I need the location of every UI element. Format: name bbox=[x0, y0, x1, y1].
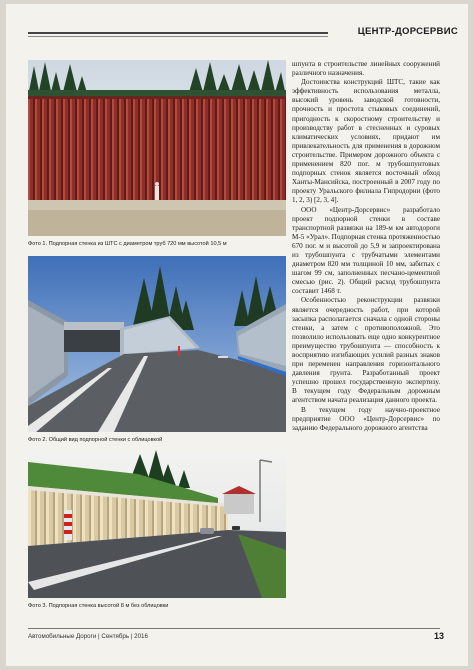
paragraph-3: ООО «Центр-Дорсервис» разработало проект подпорной стенки в составе транспортной развязки на 189-м км автодороги М-5 «Урал». Подпорная стенка протяженностью 670 пог. м и высотой до 5,9 м запроектирована из трубошпунта с трубчатыми элементами диаметром 820 мм толщиной 10 мм, забитых с шагом 99 см, заполненных песчано-цементной смесью (рис. 2). Общий расход трубошпунта составит 1468 т. bbox=[292, 205, 440, 296]
paragraph-2: Достоинства конструкций ШТС, такие как эффективность использования металла, высокий уровень заводской готовности, прочность и простота стыковых соединений, пригодность к скоростному строительству и производству работ в стесненных и суровых климатических условиях, придают им привлекательность для применения в дорожном строительстве. Примером дорожного объекта с применением 820 пог. м трубошпунтовых подпорных стенок является восточный обход Ханты-Мансийска, построенный в 2007 году по проекту Уральского филиала Гипродорни (фото 1, 2, 3) [2, 3, 4]. bbox=[292, 78, 440, 205]
page-number: 13 bbox=[433, 631, 444, 641]
photo-3 bbox=[28, 450, 286, 598]
paragraph-5: В текущем году научно-проектное предприятие ООО «Центр-Дорсервис» по заданию Федерального дорожного агентства bbox=[292, 405, 440, 432]
paragraph-1: шпунта в строительстве линейных сооружений различного назначения. bbox=[292, 60, 440, 78]
photo-2-image bbox=[28, 256, 286, 432]
header-rule-thin bbox=[28, 36, 328, 37]
photo-2 bbox=[28, 256, 286, 432]
footer-rule bbox=[28, 628, 440, 629]
photo-1-caption: Фото 1. Подпорная стенка из ШТС с диаметром труб 720 мм высотой 10,5 м bbox=[28, 241, 227, 247]
photo-3-caption: Фото 3. Подпорная стенка высотой 8 м без облицовки bbox=[28, 603, 169, 609]
photo-3-image bbox=[28, 450, 286, 598]
photo-2-caption: Фото 2. Общий вид подпорной стенки с облицовкой bbox=[28, 437, 163, 443]
brand-title: ЦЕНТР-ДОРСЕРВИС bbox=[357, 26, 458, 37]
header-rule bbox=[28, 32, 328, 34]
paragraph-4: Особенностью реконструкции развязки является очередность работ, при которой засыпка располагается сначала с одной стороны стенки, а затем с противоположной. Это позволило использовать еще одно конкурентное преимущество трубошпунта — способность к восприятию изгибающих усилий разных знаков при переменен направления горизонтального давления грунта. Разработанный проект успешно прошел государственную экспертизу. В текущем году Федеральным дорожным агентством начата реализация данного проекта. bbox=[292, 296, 440, 405]
article-text-column bbox=[292, 60, 440, 433]
photo-1-image bbox=[28, 60, 286, 236]
magazine-page bbox=[6, 4, 468, 666]
journal-footer: Автомобильные Дороги | Сентябрь | 2016 bbox=[28, 633, 148, 640]
photo-1 bbox=[28, 60, 286, 236]
